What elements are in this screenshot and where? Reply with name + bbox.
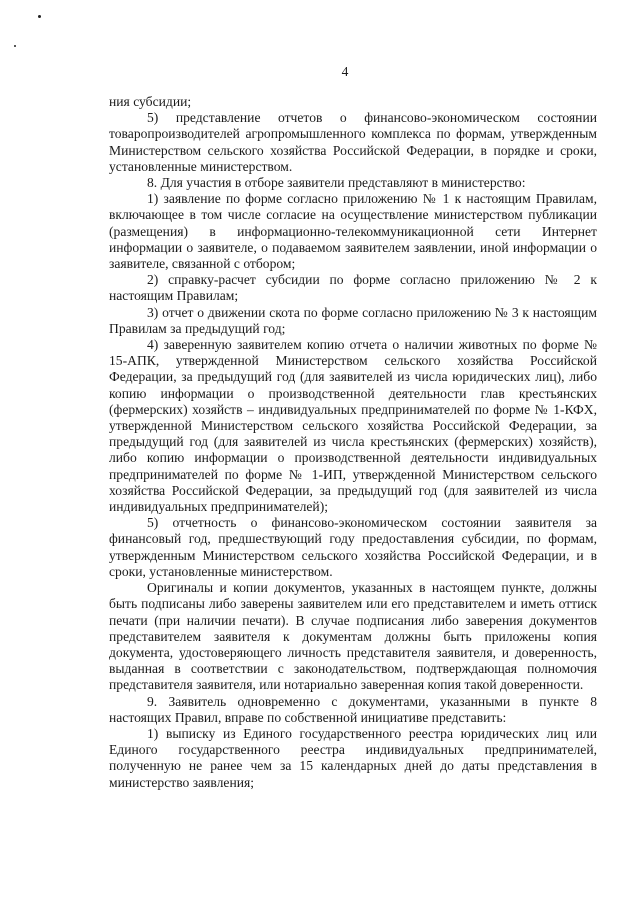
paragraph: 2) справку-расчет субсидии по форме согласно приложению № 2 к настоящим Правилам; xyxy=(109,272,597,304)
scan-speck xyxy=(14,45,16,47)
document-body xyxy=(109,94,597,791)
paragraph: 4) заверенную заявителем копию отчета о наличии животных по форме № 15-АПК, утвержденной Министерством сельского хозяйства Российской Федерации, за предыдущий год (для заявителей из числа юридических лиц), либо копию информации о производственной деятельности глав крестьянских (фермерских) хозяйств – индивидуальных предпринимателей по форме № 1-КФХ, утвержденной Министерством сельского хозяйства Российской Федерации, за предыдущий год (для заявителей из числа крестьянских (фермерских) хозяйств), либо копию информации о производственной деятельности индивидуальных предпринимателей по форме № 1-ИП, утвержденной Министерством сельского хозяйства Российской Федерации, за предыдущий год (для заявителей из числа индивидуальных предпринимателей); xyxy=(109,337,597,515)
paragraph: ния субсидии; xyxy=(109,94,192,109)
paragraph: 5) представление отчетов о финансово-экономическом состоянии товаропроизводителей агропромышленного комплекса по формам, утвержденным Министерством сельского хозяйства Российской Федерации, в порядке и сроки, установленные министерством. xyxy=(109,110,597,174)
paragraph: 1) выписку из Единого государственного реестра юридических лиц или Единого государственного реестра индивидуальных предпринимателей, полученную не ранее чем за 15 календарных дней до даты представления в министерство заявления; xyxy=(109,725,597,790)
page-number: 4 xyxy=(341,64,349,79)
paragraph: 5) отчетность о финансово-экономическом состоянии заявителя за финансовый год, предшествующий году предоставления субсидии, по формам, утвержденным Министерством сельского хозяйства Российской Федерации, и в сроки, установленные министерством. xyxy=(109,515,597,579)
paragraph: 1) заявление по форме согласно приложению № 1 к настоящим Правилам, включающее в том числе согласие на осуществление министерством публикации (размещения) в информационно-телекоммуникационной сети Интернет информации о заявителе, о подаваемом заявителем заявлении, иной информации о заявителе, связанной с отбором; xyxy=(109,191,597,272)
scan-speck xyxy=(38,15,41,18)
paragraph: 8. Для участия в отборе заявители представляют в министерство: xyxy=(147,175,526,191)
paragraph: 9. Заявитель одновременно с документами, указанными в пункте 8 настоящих Правил, вправе по собственной инициативе представить: xyxy=(109,693,597,725)
paragraph: Оригиналы и копии документов, указанных в настоящем пункте, должны быть подписаны либо заверены заявителем или его представителем и иметь оттиск печати (при наличии печати). В случае подписания либо заверения документов представителем заявителя к документам должны быть приложены копия документа, удостоверяющего личность представителя заявителя, и доверенность, выданная в соответствии с законодательством, подтверждающая полномочия представителя заявителя, или нотариально заверенная копия такой доверенности. xyxy=(109,580,597,693)
paragraph: 3) отчет о движении скота по форме согласно приложению № 3 к настоящим Правилам за предыдущий год; xyxy=(109,304,597,336)
